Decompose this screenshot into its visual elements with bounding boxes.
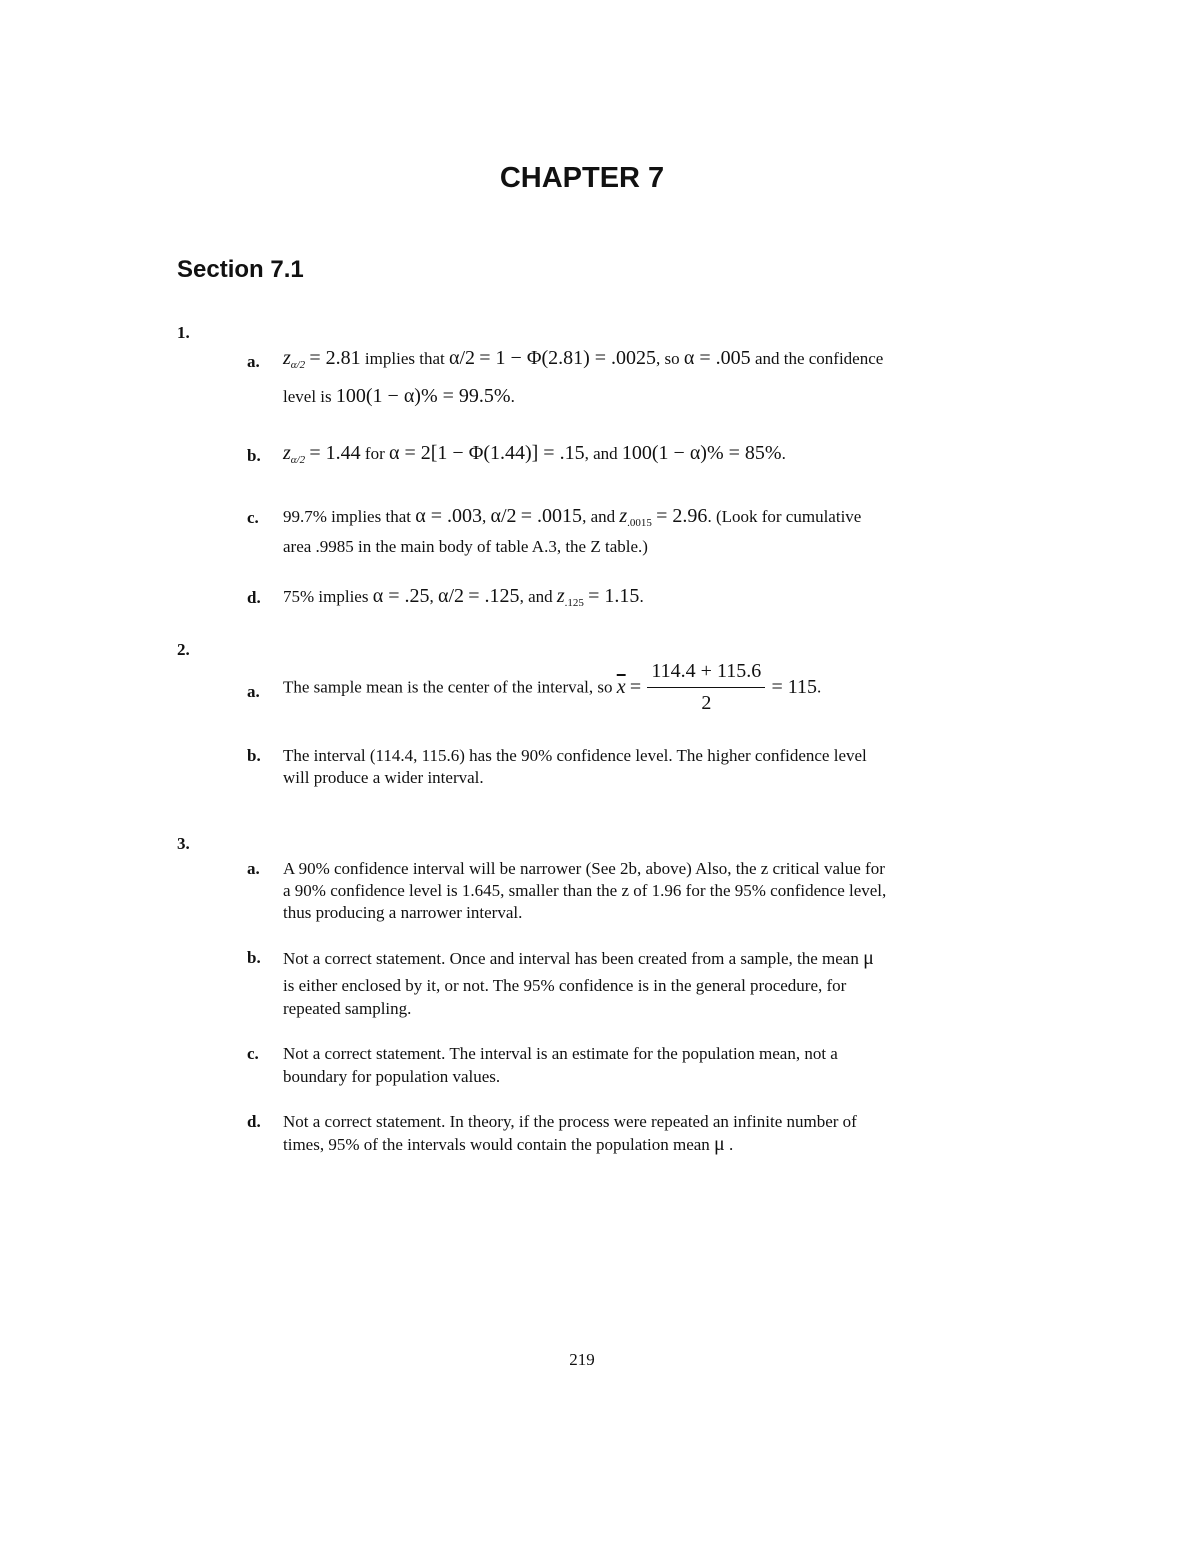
problem-1a-line2: level is 100(1 − α)% = 99.5%. [283,385,515,407]
problem-3c-line1: Not a correct statement. The interval is an estimate for the population mean, not a [283,1044,838,1063]
problem-1c-label: c. [247,508,259,527]
problem-3b-line1: Not a correct statement. Once and interval has been created from a sample, the mean μ [283,947,874,969]
problem-1c-line1: 99.7% implies that α = .003, α/2 = .0015, and $z_{.0015} = 2.96$. (Look for cumulative [283,505,862,529]
problem-3b-label: b. [247,948,261,967]
problem-number-2: 2. [177,640,190,659]
problem-number-1: 1. [177,323,190,342]
problem-3a-line3: thus producing a narrower interval. [283,903,523,922]
problem-3b-line3: repeated sampling. [283,999,412,1018]
problem-number-3: 3. [177,834,190,853]
problem-1d-label: d. [247,588,261,607]
problem-1a-line1: $z_{\alpha/2} = 2.81$ implies that α/2 = 1 − Φ(2.81) = .0025, so α = .005 and the confidence [283,347,884,371]
problem-1b-line: $z_{\alpha/2} = 1.44$ for α = 2[1 − Φ(1.44)] = .15, and 100(1 − α)% = 85%. [283,442,786,466]
problem-3a-label: a. [247,859,260,878]
problem-1d-line: 75% implies α = .25, α/2 = .125, and $z_{.125} = 1.15$. [283,585,644,609]
page-number: 219 [569,1350,595,1369]
problem-3d-line1: Not a correct statement. In theory, if the process were repeated an infinite number of [283,1112,857,1131]
problem-2b-line2: will produce a wider interval. [283,768,484,787]
problem-3b-line2: is either enclosed by it, or not. The 95% confidence is in the general procedure, for [283,976,847,995]
problem-3d-label: d. [247,1112,261,1131]
problem-2a-label: a. [247,682,260,701]
problem-2a-line: The sample mean is the center of the interval, so $\overline{x}$ = $\frac{114.4 + 115.6}{2}$ = 115. [283,660,822,714]
problem-1b-label: b. [247,446,261,465]
problem-1c-line2: area .9985 in the main body of table A.3, the Z table.) [283,537,648,556]
problem-1a-label: a. [247,352,260,371]
section-title: Section 7.1 [177,256,304,283]
problem-3a-line1: A 90% confidence interval will be narrower (See 2b, above) Also, the z critical value for [283,859,885,878]
problem-3a-line2: a 90% confidence level is 1.645, smaller than the z of 1.96 for the 95% confidence level, [283,881,887,900]
sample-mean-fraction: $\frac{114.4 + 115.6}{2}$ [647,660,765,715]
problem-2b-label: b. [247,746,261,765]
problem-2b-line1: The interval (114.4, 115.6) has the 90% confidence level. The higher confidence level [283,746,867,765]
problem-3d-line2: times, 95% of the intervals would contain the population mean μ . [283,1133,734,1155]
problem-3c-line2: boundary for population values. [283,1067,501,1086]
chapter-title: CHAPTER 7 [499,162,665,194]
problem-3c-label: c. [247,1044,259,1063]
